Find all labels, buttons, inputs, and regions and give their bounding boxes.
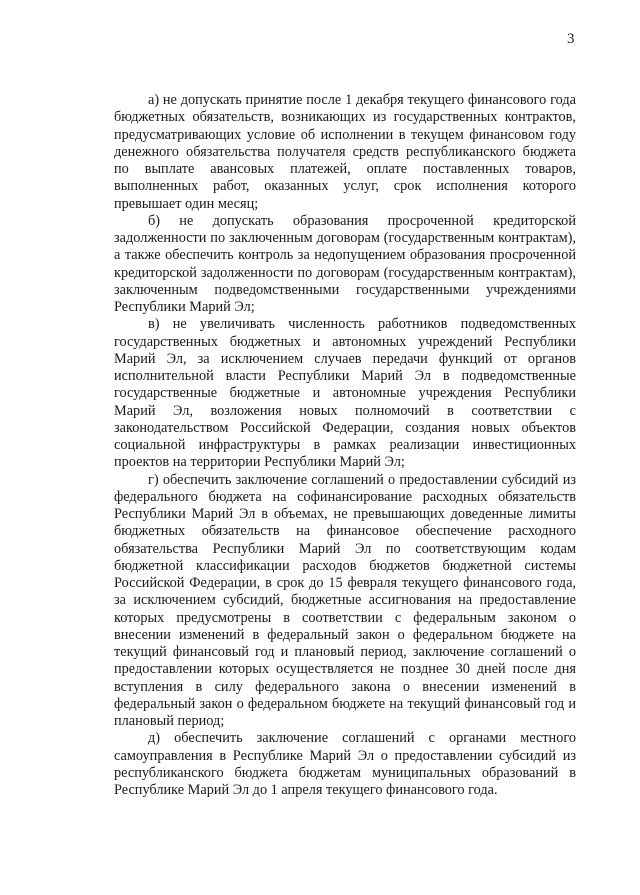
paragraph-g: г) обеспечить заключение соглашений о предоставлении субсидий из федерального бюджета на софинансирование расходных обязательств Республики Марий Эл в объемах, не превышающих доведенные лимиты бюджетных обязательств на финансовое обеспечение расходного обязательства Республики Марий Эл по соответствующим кодам бюджетной классификации расходов бюджетов бюджетной системы Российской Федерации, в срок до 15 февраля текущего финансового года, за исключением субсидий, бюджетные ассигнования на предоставление которых предусмотрены в соответствии с федеральным законом о внесении изменений в федеральный закон о федеральном бюджете на текущий финансовый год и плановый период, заключение соглашений о предоставлении которых осуществляется не позднее 30 дней после дня вступления в силу федерального закона о внесении изменений в федеральный закон о федеральном бюджете на текущий финансовый год и плановый период; [114,471,576,729]
document-body [114,92,576,799]
paragraph-a: а) не допускать принятие после 1 декабря текущего финансового года бюджетных обязательств, возникающих из государственных контрактов, предусматривающих условие об исполнении в текущем финансовом году денежного обязательства получателя средств республиканского бюджета по выплате авансовых платежей, оплате поставленных товаров, выполненных работ, оказанных услуг, срок исполнения которого превышает один месяц; [114,92,576,212]
paragraph-d: д) обеспечить заключение соглашений с органами местного самоуправления в Республике Марий Эл о предоставлении субсидий из республиканского бюджета бюджетам муниципальных образований в Республике Марий Эл до 1 апреля текущего финансового года. [114,730,576,798]
paragraph-b: б) не допускать образования просроченной кредиторской задолженности по заключенным договорам (государственным контрактам), а также обеспечить контроль за недопущением образования просроченной кредиторской задолженности по договорам (государственным контрактам), заключенным подведомственными государственными учреждениями Республики Марий Эл; [114,212,576,315]
page-number: 3 [567,31,575,47]
paragraph-v: в) не увеличивать численность работников подведомственных государственных бюджетных и автономных учреждений Республики Марий Эл, за исключением случаев передачи функций от органов исполнительной власти Республики Марий Эл в подведомственные государственные бюджетные и автономные учреждения Республики Марий Эл, возложения новых полномочий в соответствии с законодательством Российской Федерации, создания новых объектов социальной инфраструктуры в рамках реализации инвестиционных проектов на территории Республики Марий Эл; [114,316,576,471]
